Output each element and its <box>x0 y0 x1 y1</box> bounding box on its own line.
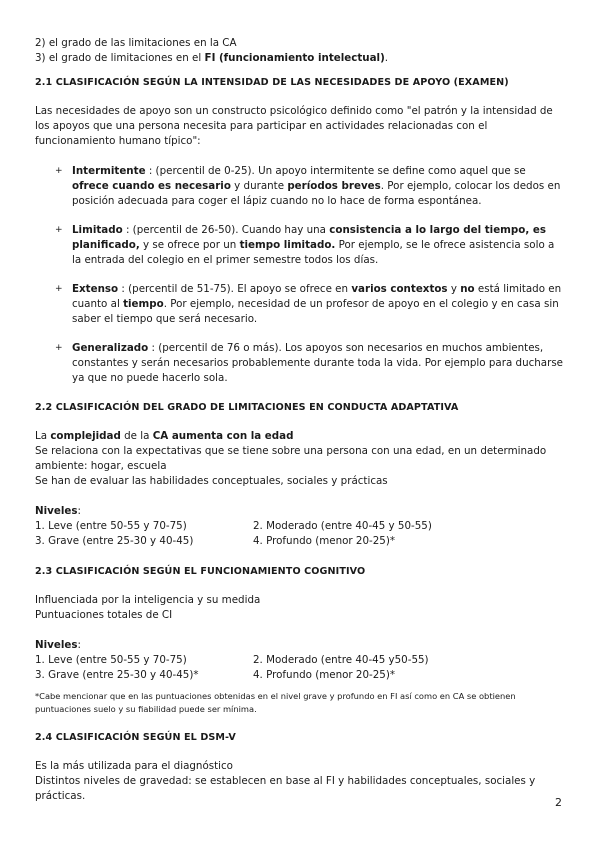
text: y <box>447 283 461 295</box>
section-2-2-line-3: Se han de evaluar las habilidades conceptuales, sociales y prácticas <box>35 475 388 487</box>
text: . Por ejemplo, colocar los dedos en posición adecuada para coger el lápiz cuando no lo hace de forma espontánea. <box>72 180 561 207</box>
section-2-4-line-1: Es la más utilizada para el diagnóstico <box>35 760 233 772</box>
intro-line-3-bold: FI (funcionamiento intelectual) <box>204 52 385 64</box>
section-2-1-paragraph: Las necesidades de apoyo son un constructo psicológico definido como "el patrón y la intensidad de los apoyos que una persona necesita para participar en actividades relacionadas con el funcionamiento humano típico": <box>35 105 553 147</box>
section-2-3-levels-row-2 <box>35 668 555 683</box>
support-levels-list <box>35 164 565 386</box>
bold-text: tiempo limitado. <box>239 239 336 251</box>
support-level-item <box>35 282 565 327</box>
text: : (percentil de 76 o más). Los apoyos son necesarios en muchos ambientes, constantes y serán necesarios probablemente durante toda la vida. Por ejemplo para ducharse ya que no puede hacerlo sola. <box>72 342 564 384</box>
bold-text: no <box>460 283 475 295</box>
section-2-2-levels-row-2 <box>35 534 555 549</box>
level-item: 2. Moderado (entre 40-45 y50-55) <box>253 654 429 666</box>
text: . Por ejemplo, necesidad de un profesor de apoyo en el colegio y en casa sin saber el tiempo que será necesario. <box>72 298 559 325</box>
section-2-3-levels-label: Niveles: <box>35 639 81 651</box>
document-page <box>35 36 565 804</box>
section-2-2-heading: 2.2 CLASIFICACIÓN DEL GRADO DE LIMITACIONES EN CONDUCTA ADAPTATIVA <box>35 402 459 413</box>
bold-text: períodos breves <box>287 180 381 192</box>
bold-text: Limitado <box>72 224 123 236</box>
section-2-3-levels-row-1 <box>35 653 555 668</box>
intro-line-2: 2) el grado de las limitaciones en la CA <box>35 37 237 49</box>
page-number: 2 <box>555 796 562 809</box>
support-level-item <box>35 164 565 209</box>
bold-text: Generalizado <box>72 342 149 354</box>
text: y durante <box>230 180 288 192</box>
level-item: 1. Leve (entre 50-55 y 70-75) <box>35 520 187 532</box>
bold-text: Extenso <box>72 283 119 295</box>
level-item: 4. Profundo (menor 20-25)* <box>253 535 396 547</box>
section-2-3-line-2: Puntuaciones totales de CI <box>35 609 173 621</box>
section-2-2-levels-row-1 <box>35 519 555 534</box>
section-2-3-heading: 2.3 CLASIFICACIÓN SEGÚN EL FUNCIONAMIENTO COGNITIVO <box>35 566 366 577</box>
level-item: 2. Moderado (entre 40-45 y 50-55) <box>253 520 432 532</box>
level-item: 3. Grave (entre 25-30 y 40-45) <box>35 535 194 547</box>
section-2-2-line-2: Se relaciona con la expectativas que se tiene sobre una persona con una edad, en un determinado ambiente: hogar, escuela <box>35 445 547 472</box>
section-2-2-line-1: La complejidad de la CA aumenta con la edad <box>35 430 294 442</box>
level-item: 3. Grave (entre 25-30 y 40-45)* <box>35 669 199 681</box>
section-2-3-line-1: Influenciada por la inteligencia y su medida <box>35 594 261 606</box>
section-2-1-heading: 2.1 CLASIFICACIÓN SEGÚN LA INTENSIDAD DE LAS NECESIDADES DE APOYO (EXAMEN) <box>35 77 509 88</box>
level-item: 1. Leve (entre 50-55 y 70-75) <box>35 654 187 666</box>
bold-text: varios contextos <box>351 283 448 295</box>
plus-bullet-icon: + <box>55 166 63 176</box>
bold-text: tiempo <box>123 298 164 310</box>
text: : (percentil de 51-75). El apoyo se ofrece en <box>118 283 352 295</box>
footnote: *Cabe mencionar que en las puntuaciones obtenidas en el nivel grave y profundo en FI así como en CA se obtienen puntuaciones suelo y su fiabilidad puede ser mínima. <box>35 691 516 714</box>
text: Por ejemplo, se le ofrece asistencia solo a la entrada del colegio en el primer semestre todos los días. <box>72 239 555 266</box>
plus-bullet-icon: + <box>55 284 63 294</box>
plus-bullet-icon: + <box>55 225 63 235</box>
intro-line-3: 3) el grado de limitaciones en el FI (funcionamiento intelectual). <box>35 52 389 64</box>
bold-text: Intermitente <box>72 165 146 177</box>
section-2-4-heading: 2.4 CLASIFICACIÓN SEGÚN EL DSM-V <box>35 732 236 743</box>
support-level-item <box>35 341 565 386</box>
text: : (percentil de 0-25). Un apoyo intermitente se define como aquel que se <box>145 165 526 177</box>
plus-bullet-icon: + <box>55 343 63 353</box>
text: : (percentil de 26-50). Cuando hay una <box>122 224 330 236</box>
section-2-2-levels-label: Niveles: <box>35 505 81 517</box>
support-level-item <box>35 223 565 268</box>
level-item: 4. Profundo (menor 20-25)* <box>253 669 396 681</box>
bold-text: consistencia a lo largo del tiempo, es planificado, <box>72 224 546 251</box>
text: está limitado en cuanto al <box>72 283 562 310</box>
text: y se ofrece por un <box>139 239 240 251</box>
section-2-4-line-2: Distintos niveles de gravedad: se establecen en base al FI y habilidades conceptuales, sociales y prácticas. <box>35 775 536 802</box>
bold-text: ofrece cuando es necesario <box>72 180 231 192</box>
